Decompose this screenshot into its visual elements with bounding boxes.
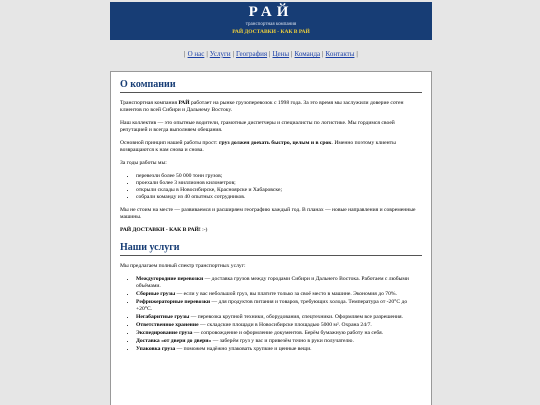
site-tagline: транспортная компания <box>245 22 297 27</box>
services-list <box>136 276 422 353</box>
main-content <box>110 71 432 405</box>
brand-name: РАЙ <box>178 100 190 106</box>
services-heading: Наши услуги <box>120 242 422 256</box>
service-item: • Сборные грузы — если у вас небольшой груз, вы платите только за своё место в машине. Экономия до 70%. <box>136 291 422 298</box>
services-intro: Мы предлагаем полный спектр транспортных услуг: <box>120 263 246 269</box>
about-paragraph-team: Наш коллектив — это опытные водители, грамотные диспетчеры и специалисты по логистике. Мы гордимся своей репутацией и всегда выполняем обещания. <box>120 120 395 133</box>
list-item: • собрали команду из 40 опытных сотрудников. <box>136 194 422 201</box>
site-logo: РАЙ <box>248 4 294 20</box>
nav-link-team[interactable]: Команда <box>294 50 321 58</box>
service-item: • Ответственное хранение — складские площади в Новосибирске площадью 5000 м². Охрана 24/7. <box>136 322 422 329</box>
service-item: • Экспедирование груза — сопровождение и оформление документов. Берём бумажную работу на себя. <box>136 330 422 337</box>
service-item: • Доставка «от двери до двери» — заберём груз у вас и привезём точно в руки получателю. <box>136 338 422 345</box>
service-item: • Междугородние перевозки — доставка грузов между городами Сибири и Дальнего Востока. Работаем с любыми объёмами. <box>136 276 422 290</box>
site-slogan: РАЙ ДОСТАВКИ - КАК В РАЙ <box>232 29 310 35</box>
site-header <box>110 2 432 40</box>
achievements-list <box>136 173 422 201</box>
nav-link-services[interactable]: Услуги <box>209 50 231 58</box>
nav-link-about[interactable]: О нас <box>187 50 205 58</box>
nav-link-contacts[interactable]: Контакты <box>325 50 355 58</box>
nav-link-prices[interactable]: Цены <box>272 50 290 58</box>
service-item: • Рефрижераторные перевозки — для продуктов питания и товаров, требующих холода. Температура от -20°C до +20°C. <box>136 299 422 313</box>
service-item: • Упаковка груза — поможем надёжно упаковать хрупкие и ценные вещи. <box>136 346 422 353</box>
list-item: • открыли склады в Новосибирске, Красноярске и Хабаровске; <box>136 187 422 194</box>
main-nav: | О нас | Услуги | География | Цены | Команда | Контакты | <box>184 50 358 58</box>
about-heading: О компании <box>120 79 422 93</box>
about-paragraph-history: Транспортная компания РАЙ работает на рынке грузоперевозок с 1998 года. За это время мы заслужили доверие сотен клиентов по всей Сибири и Дальнему Востоку. <box>120 100 404 113</box>
list-item: • перевезли более 50 000 тонн грузов; <box>136 173 422 180</box>
service-item: • Негабаритные грузы — перевозка крупной техники, оборудования, спецтехники. Оформляем все разрешения. <box>136 314 422 321</box>
about-paragraph-slogan: РАЙ ДОСТАВКИ - КАК В РАЙ! :-) <box>120 227 208 233</box>
about-paragraph-principle: Основной принцип нашей работы прост: груз должен доехать быстро, целым и в срок. Именно поэтому клиенты возвращаются к нам снова и снова. <box>120 140 396 153</box>
nav-link-geography[interactable]: География <box>235 50 268 58</box>
about-paragraph-achievements-intro: За годы работы мы: <box>120 160 167 166</box>
list-item: • проехали более 3 миллионов километров; <box>136 180 422 187</box>
about-paragraph-plans: Мы не стоим на месте — развиваемся и расширяем географию каждый год. В планах — новые направления и современные машины. <box>120 207 416 220</box>
